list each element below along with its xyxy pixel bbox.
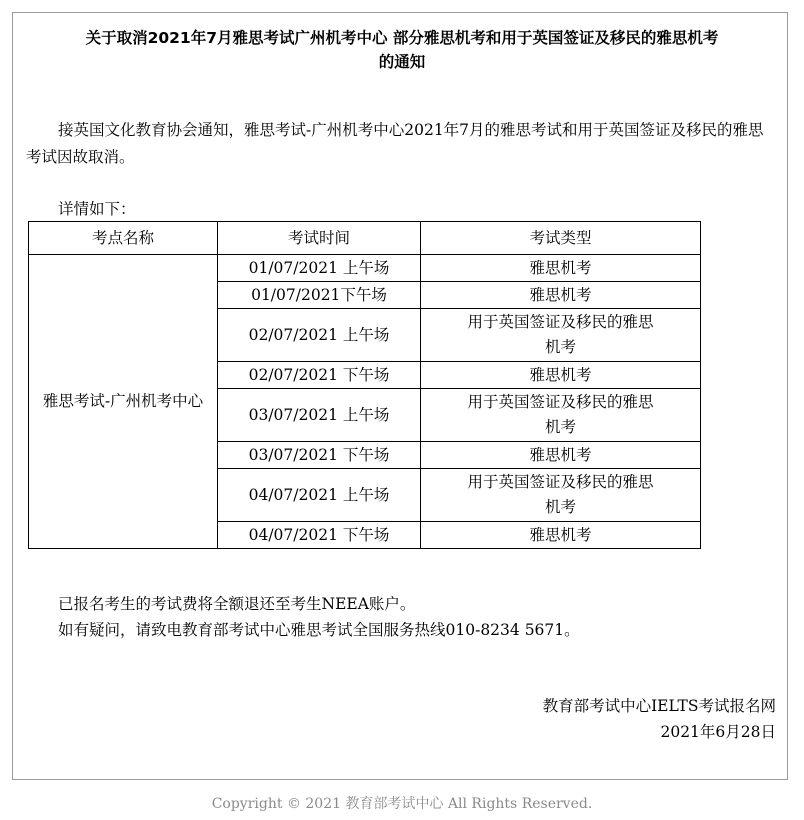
copyright-text: Copyright © 2021 教育部考试中心 All Rights Reserved.	[211, 796, 593, 812]
header-type: 考试类型	[421, 222, 701, 255]
intro-paragraph: 接英国文化教育协会通知，雅思考试-广州机考中心2021年7月的雅思考试和用于英国签证及移民的雅思考试因故取消。	[26, 121, 764, 166]
type-cell: 雅思机考	[421, 282, 701, 309]
time-cell: 01/07/2021 上午场	[218, 255, 421, 282]
header-time: 考试时间	[218, 222, 421, 255]
signature	[543, 693, 776, 745]
type-cell: 用于英国签证及移民的雅思机考	[421, 309, 701, 362]
type-cell: 用于英国签证及移民的雅思机考	[421, 389, 701, 442]
time-cell: 04/07/2021 上午场	[218, 469, 421, 522]
time-cell: 03/07/2021 上午场	[218, 389, 421, 442]
time-cell: 02/07/2021 上午场	[218, 309, 421, 362]
type-cell: 雅思机考	[421, 522, 701, 549]
type-cell: 雅思机考	[421, 362, 701, 389]
contact-note: 如有疑问，请致电教育部考试中心雅思考试全国服务热线010-8234 5671。	[58, 621, 580, 639]
table-row	[29, 255, 701, 282]
detail-label: 详情如下：	[58, 200, 136, 218]
time-cell: 03/07/2021 下午场	[218, 442, 421, 469]
title-line-2: 的通知	[378, 53, 426, 71]
header-venue: 考点名称	[29, 222, 218, 255]
time-cell: 04/07/2021 下午场	[218, 522, 421, 549]
time-cell: 01/07/2021下午场	[218, 282, 421, 309]
schedule-table	[28, 221, 701, 549]
venue-cell: 雅思考试-广州机考中心	[29, 255, 218, 549]
table-header-row	[29, 222, 701, 255]
refund-note: 已报名考生的考试费将全额退还至考生NEEA账户。	[58, 595, 416, 613]
footer-notes	[58, 591, 580, 643]
notice-title	[20, 26, 784, 74]
type-cell: 雅思机考	[421, 442, 701, 469]
time-cell: 02/07/2021 下午场	[218, 362, 421, 389]
type-cell: 雅思机考	[421, 255, 701, 282]
title-line-1: 关于取消2021年7月雅思考试广州机考中心 部分雅思机考和用于英国签证及移民的雅思机考	[85, 29, 719, 47]
signature-org: 教育部考试中心IELTS考试报名网	[542, 697, 776, 715]
type-cell: 用于英国签证及移民的雅思机考	[421, 469, 701, 522]
signature-date: 2021年6月28日	[660, 723, 776, 741]
